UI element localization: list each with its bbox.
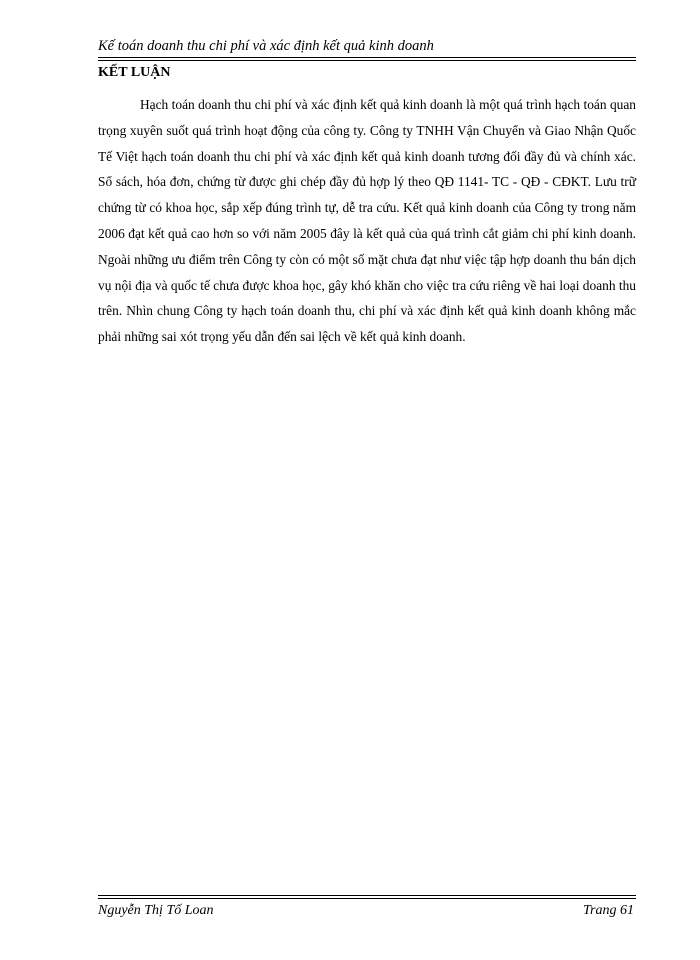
page-header bbox=[98, 36, 636, 60]
footer-rule bbox=[98, 898, 636, 899]
page-number: Trang 61 bbox=[583, 903, 634, 918]
header-title: Kế toán doanh thu chi phí và xác định kết quả kinh doanh bbox=[98, 38, 434, 54]
header-rule bbox=[98, 57, 636, 58]
section-heading: KẾT LUẬN bbox=[98, 65, 171, 80]
main-content bbox=[98, 63, 636, 350]
body-paragraph: Hạch toán doanh thu chi phí và xác định kết quả kinh doanh là một quá trình hạch toán quan trọng xuyên suốt quá trình hoạt động của công ty. Công ty TNHH Vận Chuyển và Giao Nhận Quốc Tế Việt hạch toán doanh thu chi phí và xác định kết quả kinh doanh tương đối đầy đủ và chính xác. Sổ sách, hóa đơn, chứng từ được ghi chép đầy đủ hợp lý theo QĐ 1141- TC - QĐ - CĐKT. Lưu trữ chứng từ có khoa học, sắp xếp đúng trình tự, dễ tra cứu. Kết quả kinh doanh của Công ty trong năm 2006 đạt kết quả cao hơn so với năm 2005 đây là kết quả của quá trình cắt giảm chi phí kinh doanh. Ngoài những ưu điểm trên Công ty còn có một số mặt chưa đạt như việc tập hợp doanh thu bán dịch vụ nội địa và quốc tế chưa được khoa học, gây khó khăn cho việc tra cứu riêng về hai loại doanh thu trên. Nhìn chung Công ty hạch toán doanh thu, chi phí và xác định kết quả kinh doanh không mắc phải những sai xót trọng yếu dẫn đến sai lệch về kết quả kinh doanh. bbox=[98, 97, 636, 345]
footer-rule bbox=[98, 895, 636, 896]
footer-author: Nguyễn Thị Tố Loan bbox=[98, 903, 214, 918]
header-rule bbox=[98, 60, 636, 61]
page-footer bbox=[98, 895, 636, 925]
